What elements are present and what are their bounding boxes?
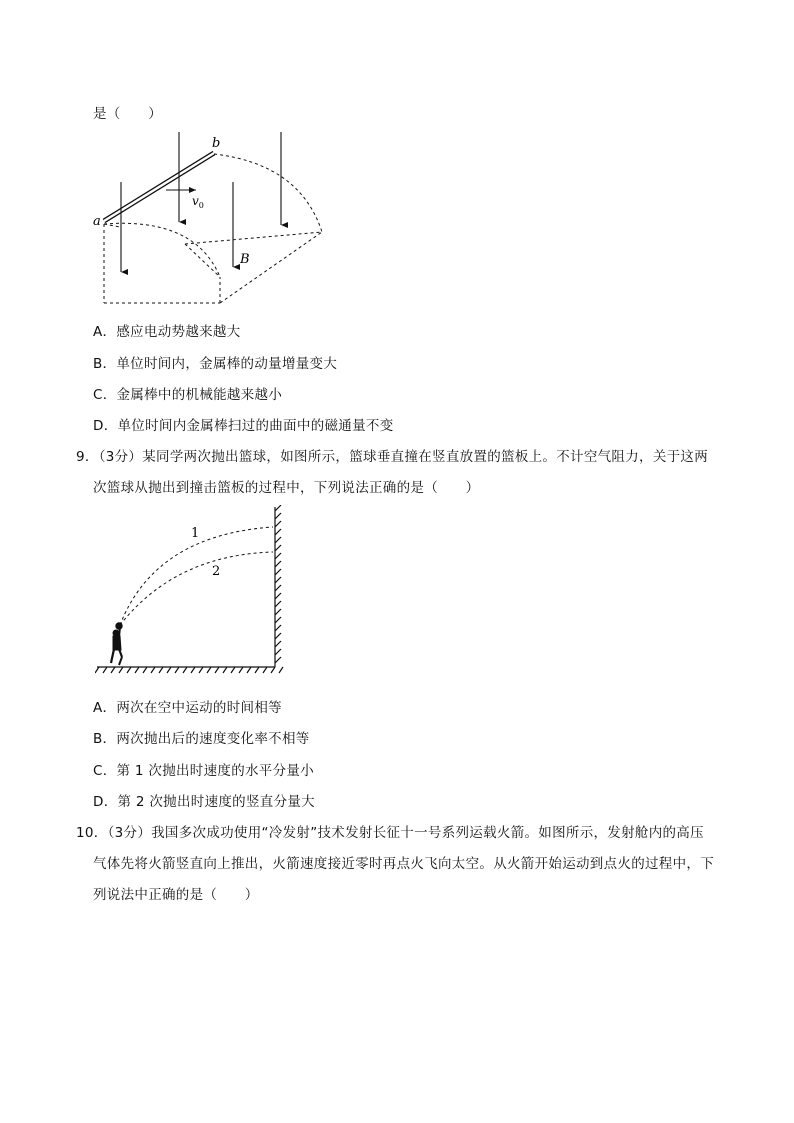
- q9-stem-line2: 次篮球从抛出到撞击篮板的过程中，下列说法正确的是（ ）: [93, 480, 480, 496]
- q9-option-c: C．第 1 次抛出时速度的水平分量小: [93, 763, 314, 779]
- q8-option-d: D．单位时间内金属棒扫过的曲面中的磁通量不变: [93, 418, 394, 434]
- label-B: B: [240, 252, 250, 267]
- label-a: a: [93, 214, 101, 229]
- label-path-1: 1: [191, 526, 200, 541]
- q9-stem-line1: 9．（3分）某同学两次抛出篮球，如图所示，篮球垂直撞在竖直放置的篮板上。不计空气阻力，关于这两: [76, 449, 709, 465]
- q8-option-c: C．金属棒中的机械能越来越小: [93, 387, 283, 403]
- label-path-2: 2: [212, 564, 221, 579]
- q8-stem-tail: 是（ ）: [93, 106, 162, 122]
- label-b: b: [212, 136, 221, 151]
- player-icon: [111, 623, 122, 665]
- q9-option-d: D．第 2 次抛出时速度的竖直分量大: [93, 794, 315, 810]
- dashed-frame: [104, 154, 322, 303]
- q9-option-b: B．两次抛出后的速度变化率不相等: [93, 731, 310, 747]
- q8-figure: [90, 132, 330, 312]
- q10-stem-line3: 列说法中正确的是（ ）: [93, 887, 259, 903]
- q10-stem-line1: 10．（3分）我国多次成功使用“冷发射”技术发射长征十一号系列运载火箭。如图所示，发射舱内的高压: [76, 825, 704, 841]
- trajectory-2: [120, 552, 273, 625]
- trajectory-1: [120, 527, 273, 625]
- backboard: [275, 505, 281, 667]
- q8-option-b: B．单位时间内，金属棒的动量增量变大: [93, 356, 338, 372]
- q10-stem-line2: 气体先将火箭竖直向上推出，火箭速度接近零时再点火飞向太空。从火箭开始运动到点火的过程中，下: [93, 856, 714, 872]
- q9-option-a: A．两次在空中运动的时间相等: [93, 700, 282, 716]
- label-v0: $v_0$: [192, 194, 204, 210]
- ground: [95, 667, 283, 673]
- q9-figure: [95, 505, 295, 685]
- q8-option-a: A．感应电动势越来越大: [93, 324, 241, 340]
